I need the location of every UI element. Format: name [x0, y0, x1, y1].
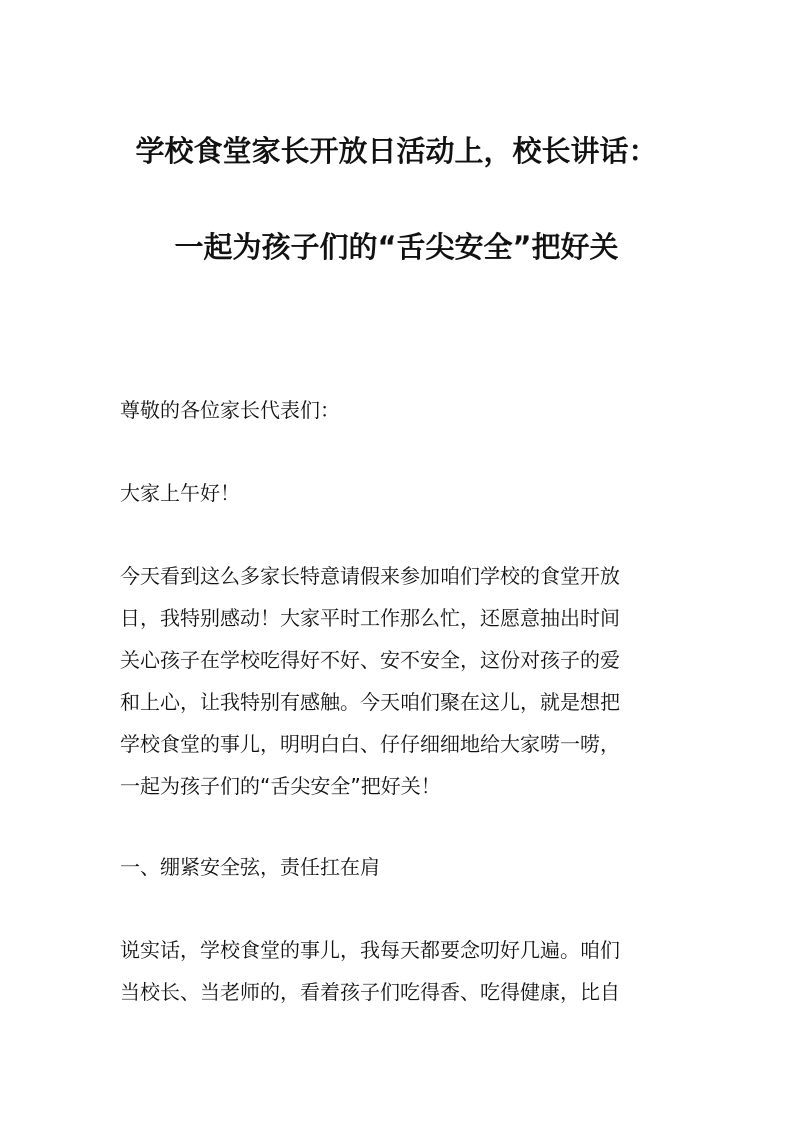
- salutation: 尊敬的各位家长代表们：: [120, 398, 340, 422]
- intro-line: 关心孩子在学校吃得好不好、安不安全，这份对孩子的爱: [120, 648, 620, 672]
- intro-line: 今天看到这么多家长特意请假来参加咱们学校的食堂开放: [120, 564, 620, 588]
- section-1-line: 说实话，学校食堂的事儿，我每天都要念叨好几遍。咱们: [120, 938, 620, 962]
- title-line-1: 学校食堂家长开放日活动上，校长讲话：: [135, 134, 658, 168]
- title-line-2: 一起为孩子们的“舌尖安全”把好关: [174, 230, 619, 264]
- intro-line: 一起为孩子们的“舌尖安全”把好关！: [120, 774, 441, 798]
- section-1-paragraph: [120, 929, 680, 1013]
- intro-line: 日，我特别感动！大家平时工作那么忙，还愿意抽出时间: [120, 606, 620, 630]
- intro-paragraph: [120, 555, 680, 807]
- section-1-line: 当校长、当老师的，看着孩子们吃得香、吃得健康，比自: [120, 980, 620, 1004]
- section-1-heading: 一、绷紧安全弦，责任扛在肩: [120, 855, 380, 879]
- greeting: 大家上午好！: [120, 481, 240, 505]
- intro-line: 学校食堂的事儿，明明白白、仔仔细细地给大家唠一唠，: [120, 732, 620, 756]
- intro-line: 和上心，让我特别有感触。今天咱们聚在这儿，就是想把: [120, 690, 620, 714]
